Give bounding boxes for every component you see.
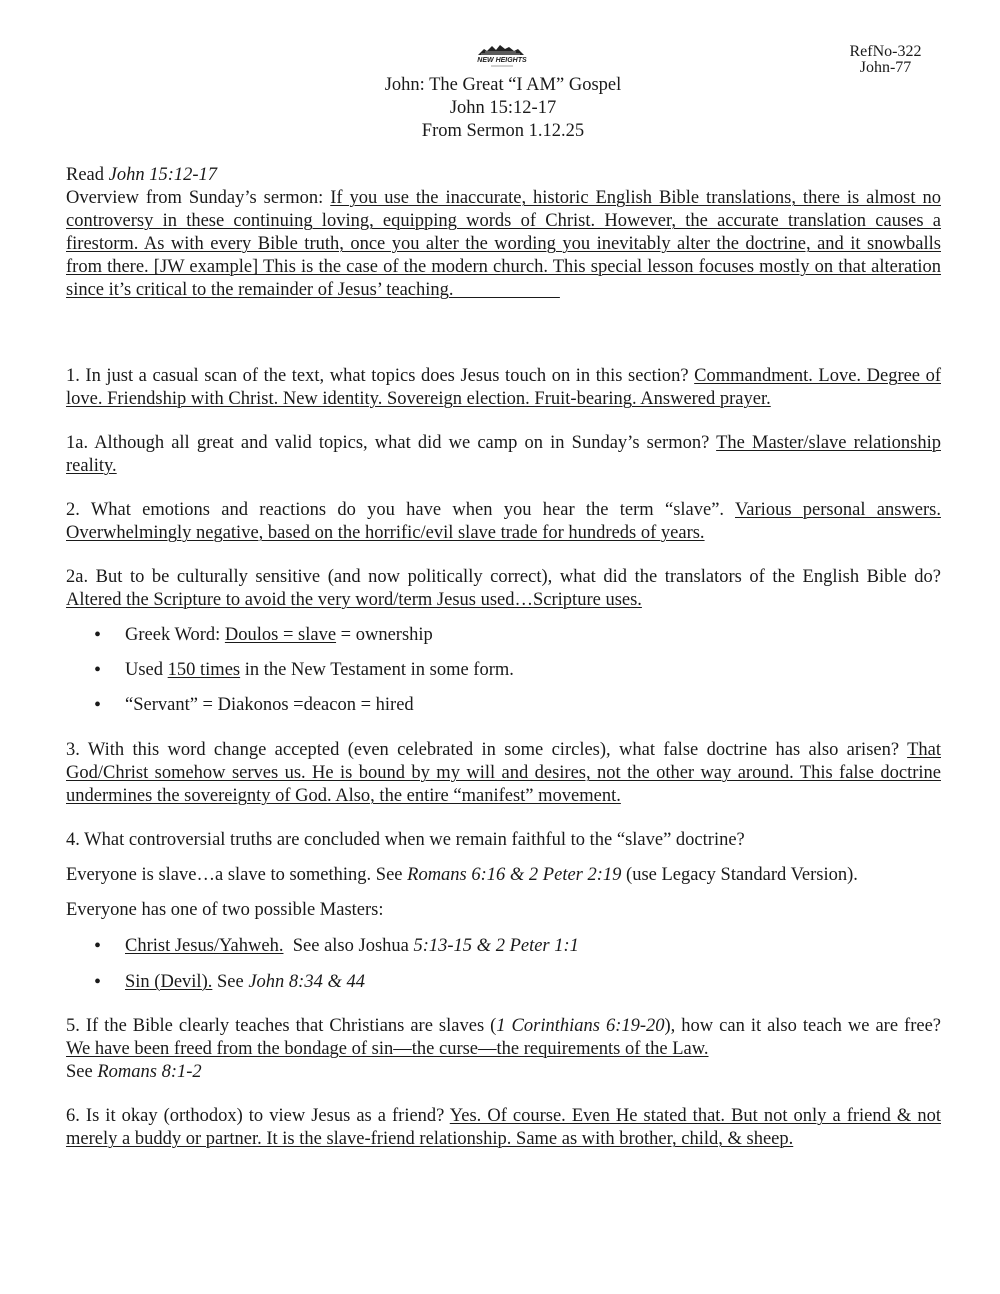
answer-text: We have been freed from the bondage of sin—the curse—the requirements of the Law. — [66, 1039, 709, 1059]
answer-text: Commandment. Love. Degree of love. Friendship with Christ. New identity. Sovereign election. Fruit-bearing. Answered prayer. — [66, 366, 941, 409]
overview-text: If you use the inaccurate, historic English Bible translations, there is almost no controversy in these continuing loving, equipping words of Christ. However, the accurate translation causes a firestorm. As with every Bible truth, once you alter the wording you inevitably alter the doctrine, and it snowballs from there. [JW example] This is the case of the modern church. This special lesson focuses mostly on that alteration since it’s critical to the remainder of Jesus’ teaching. — [66, 188, 941, 300]
list-item: • Used 150 times in the New Testament in some form. — [66, 659, 941, 682]
question-4: 4. What controversial truths are concluded when we remain faithful to the “slave” doctrine? — [66, 830, 745, 850]
question-6 — [66, 1105, 941, 1151]
read-instruction: Read John 15:12-17 — [66, 165, 218, 185]
scripture-reference: 1 Corinthians 6:19-20 — [496, 1016, 665, 1036]
ref-number: RefNo-322 — [849, 43, 922, 60]
question-1 — [66, 365, 941, 411]
list-item: • Sin (Devil). See John 8:34 & 44 — [66, 971, 941, 994]
answer-text: The Master/slave relationship reality. — [66, 433, 941, 476]
overview-label: Overview from Sunday’s sermon: — [66, 188, 331, 208]
list-item: • Greek Word: Doulos = slave = ownership — [66, 624, 941, 647]
question-5: 5. If the Bible clearly teaches that Christians are slaves (1 Corinthians 6:19-20), how can it also teach we are free? We have been freed from the bondage of sin—the curse—the requirements of the Law. — [66, 1016, 941, 1059]
reference-number — [828, 44, 943, 76]
svg-text:NEW HEIGHTS: NEW HEIGHTS — [477, 57, 527, 64]
question-1a — [66, 432, 941, 478]
question-3 — [66, 739, 941, 808]
question-text: 1a. Although all great and valid topics, what did we camp on in Sunday’s sermon? — [66, 433, 717, 453]
question-5-see: See Romans 8:1-2 — [66, 1062, 202, 1082]
question-text: 2a. But to be culturally sensitive (and now politically correct), what did the translators of the English Bible do? — [66, 567, 941, 587]
question-text: 2. What emotions and reactions do you have when you hear the term “slave”. — [66, 500, 735, 520]
answer-text: Yes. Of course. Even He stated that. But not only a friend & not merely a buddy or partner. It is the slave-friend relationship. Same as with brother, child, & sheep. — [66, 1106, 941, 1149]
sermon-date: From Sermon 1.12.25 — [421, 121, 585, 141]
answer-text: Various personal answers. Overwhelmingly negative, based on the horrific/evil slave trade for hundreds of years. — [66, 500, 941, 543]
masters-list — [66, 935, 941, 994]
read-reference: John 15:12-17 — [108, 165, 218, 185]
question-text: 6. Is it okay (orthodox) to view Jesus as a friend? — [66, 1106, 450, 1126]
question-text: 3. With this word change accepted (even celebrated in some circles), what false doctrine has also arisen? — [66, 740, 908, 760]
answer-text: Altered the Scripture to avoid the very word/term Jesus used…Scripture uses. — [66, 590, 642, 610]
question-4-line-1: Everyone is slave…a slave to something. See Romans 6:16 & 2 Peter 2:19 (use Legacy Standard Version). — [66, 865, 858, 885]
overview — [66, 187, 941, 302]
scripture-reference: John 8:34 & 44 — [248, 972, 365, 992]
scripture-reference: Romans 8:1-2 — [97, 1062, 202, 1082]
answer-text: That God/Christ somehow serves us. He is bound by my will and desires, not the other way around. This false doctrine undermines the sovereignty of God. Also, the entire “manifest” movement. — [66, 740, 941, 806]
scripture-reference: 5:13-15 & 2 Peter 1:1 — [413, 936, 579, 956]
word-study-list — [66, 624, 941, 717]
list-item: • “Servant” = Diakonos =deacon = hired — [66, 694, 941, 717]
question-2 — [66, 499, 941, 545]
list-item: • Christ Jesus/Yahweh. See also Joshua 5:13-15 & 2 Peter 1:1 — [66, 935, 941, 958]
scripture-reference: Romans 6:16 & 2 Peter 2:19 — [407, 865, 622, 885]
question-4-line-2: Everyone has one of two possible Masters: — [66, 900, 384, 920]
document-title: John: The Great “I AM” Gospel — [384, 75, 622, 95]
ref-series: John-77 — [859, 59, 912, 76]
question-text: 1. In just a casual scan of the text, what topics does Jesus touch on in this section? — [66, 366, 695, 386]
scripture-passage: John 15:12-17 — [449, 98, 557, 118]
new-heights-logo — [464, 42, 540, 70]
study-content — [66, 164, 941, 1151]
document-header — [0, 74, 1000, 143]
question-2a — [66, 566, 941, 612]
